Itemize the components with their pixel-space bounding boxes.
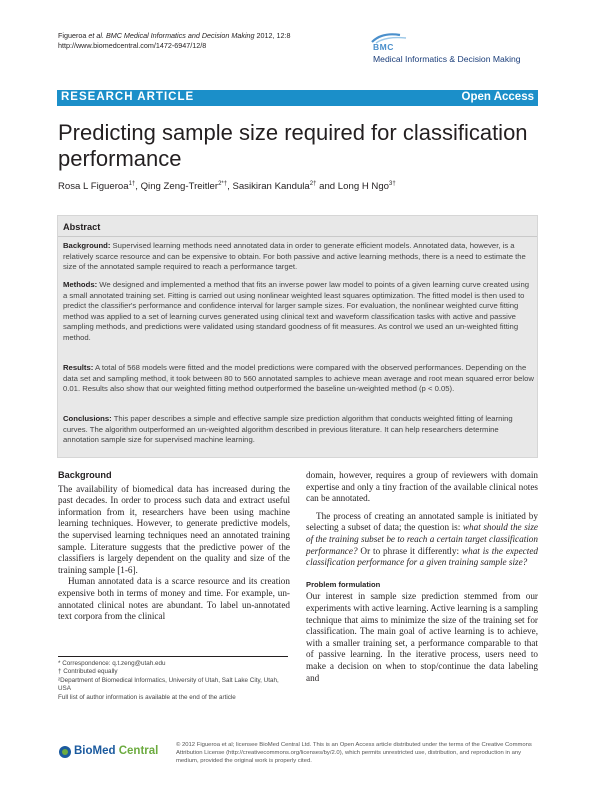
abstract-results-label: Results: [63,363,94,372]
logo-journal-name: Medical Informatics & Decision Making [373,54,521,64]
abstract-background-text: Supervised learning methods need annotated data in order to generate efficient models. Annotated data, however, is a relatively scarce resource and can be expensive to obtain. For both passive and active learning methods, there is a need to estimate the size of the annotated sample required to reach a performance target. [63,241,526,272]
citation-journal: et al. BMC Medical Informatics and Decision Making [88,31,255,40]
article-type-banner [57,90,538,106]
citation-volume: 2012, 12:8 [254,31,291,40]
abstract-methods [63,280,534,344]
body-paragraph [306,511,538,569]
article-title: Predicting sample size required for classification performance [58,120,528,171]
body-paragraph: Our interest in sample size prediction stemmed from our experiments with active learning. Active learning is a sampling technique that aims to minimize the size of the training set for classification. The main goal of active learning is to achieve, with a smaller training set, a performance comparable to that of passive learning. In the iterative process, users need to make a decision on when to stop/continue the data labeling and [306,591,538,683]
abstract-background [63,241,534,273]
abstract-conclusions-label: Conclusions: [63,414,112,423]
abstract-results-text: A total of 568 models were fitted and the model predictions were compared with the observed performances. Depending on the data set and sampling method, it took between 80 to 560 annotated samples to achieve mean average and root mean squared error below 0.01. Results also show that our weighted fitting method outperformed the baseline un-weighted method (p < 0.05). [63,363,534,394]
research-question: what is the expected classification performance for a given training sample size? [306,545,538,568]
author-name: , Qing Zeng-Treitler [135,181,219,193]
author-name: Rosa L Figueroa [58,181,129,193]
citation-authors: Figueroa [58,31,89,40]
footnote-correspondence: * Correspondence: q.t.zeng@utah.edu [58,660,166,667]
footnote-author-info: Full list of author information is available at the end of the article [58,693,236,701]
abstract-conclusions-text: This paper describes a simple and effective sample size prediction algorithm that conducts weighted fitting of learning curves. The algorithm outperformed an un-weighted algorithm described in previous literature. It can help researchers determine annotation sample size for supervised machine learning. [63,414,513,445]
biomed-central-mark-icon [58,745,72,759]
citation-line [58,31,291,41]
abstract-box [57,215,538,458]
body-paragraph: domain, however, requires a group of reviewers with domain expertise and only a tiny fraction of the available clinical notes can be annotated. [306,470,538,504]
open-access-label: Open Access [461,91,534,103]
body-text: The process of creating an annotated sample is initiated by selecting a subset of data; the question is: [306,510,538,533]
background-paragraph: Human annotated data is a scarce resource and its creation expensive both in terms of money and time. For example, un-annotated clinical notes are abundant. To label un-annotated text corpora from the clinical [58,576,290,622]
running-header [58,31,291,51]
author-name: and Long H Ngo [316,181,390,193]
author-list [58,181,396,192]
article-url[interactable]: http://www.biomedcentral.com/1472-6947/12/8 [58,41,207,50]
left-column [58,470,290,623]
abstract-conclusions [63,414,534,446]
author-affiliation-mark: 3† [389,181,396,187]
author-affiliation-mark: 2*† [218,181,228,187]
abstract-heading: Abstract [63,222,101,232]
footnotes [58,656,288,702]
footnote-affiliation: ²Department of Biomedical Informatics, University of Utah, Salt Lake City, Utah, USA [58,676,279,693]
logo-bmc-text: BMC [373,42,394,52]
copyright-notice: © 2012 Figueroa et al; licensee BioMed Central Ltd. This is an Open Access article distributed under the terms of the Creative Commons Attribution License (http://creativecommons.org/licenses/by/2.0), which permits unrestricted use, distribution, and reproduction in any medium, provided the original work is properly cited. [176,742,532,765]
background-paragraph: The availability of biomedical data has increased during the past decades. In order to process such data and extract useful information from it, researchers have been using machine learning techniques. However, to generate predictive models, the supervised learning techniques need an annotated training sample. Literature suggests that the predictive power of the classifiers is largely dependent on the quality and size of the training sample [1-6]. [58,483,290,575]
logo-biomed: BioMed [74,745,116,757]
article-type-label: RESEARCH ARTICLE [61,91,195,103]
abstract-divider [58,236,537,237]
background-heading: Background [58,470,112,480]
abstract-results [63,363,534,395]
author-affiliation-mark: 1† [128,181,136,187]
journal-logo [370,30,540,68]
biomed-central-text [74,745,158,757]
author-name: , Sasikiran Kandula [227,181,310,193]
logo-central: Central [115,745,159,757]
footnote-equal-contribution: † Contributed equally [58,668,118,676]
biomed-central-logo [58,744,173,760]
right-column [306,470,538,684]
research-question: what should the size of the training subset be to reach a certain target classification performance? [306,522,538,556]
problem-formulation-heading: Problem formulation [306,579,381,589]
author-affiliation-mark: 2† [309,181,317,187]
body-text: Or to phrase it differently: [357,545,462,556]
abstract-methods-text: We designed and implemented a method that fits an inverse power law model to points of a given learning curve created using a small annotated training set. Fitting is carried out using nonlinear weighted least squares optimization. The fitted model is then used to predict the classifier's performance and confidence interval for larger sample sizes. For evaluation, the nonlinear weighted curve fitting method was applied to a set of learning curves generated using clinical text and waveform classification tasks with active and passive sampling methods, and predictions were validated using standard goodness of fit measures. As control we used an un-weighted fitting method. [63,280,530,342]
abstract-background-label: Background: [63,241,111,250]
abstract-methods-label: Methods: [63,280,98,289]
